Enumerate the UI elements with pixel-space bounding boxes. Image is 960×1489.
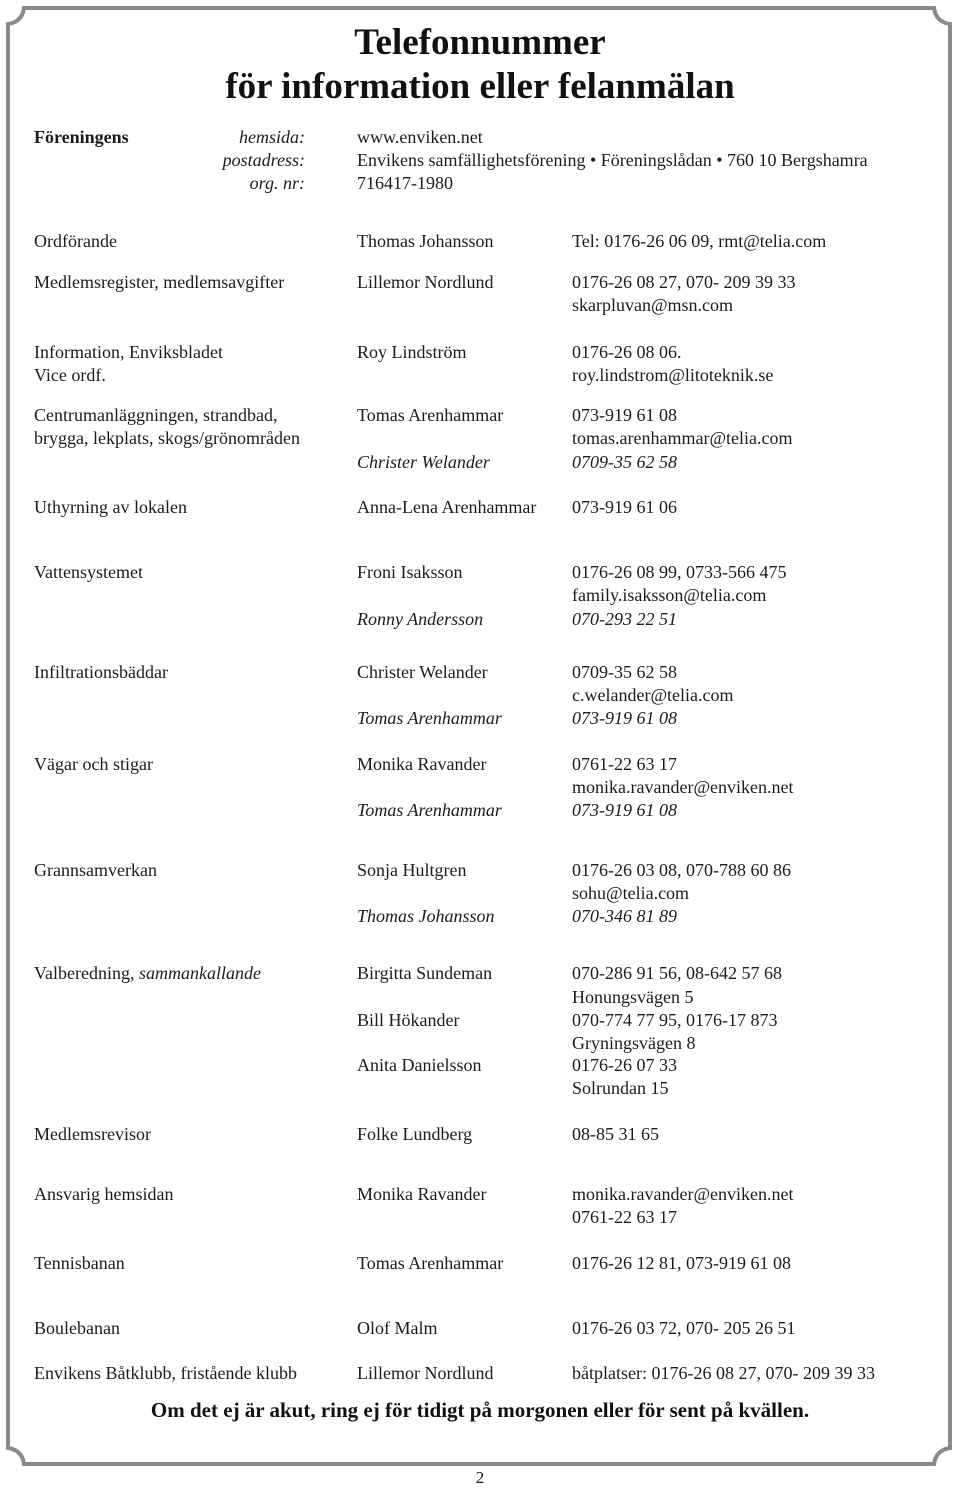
role: brygga, lekplats, skogs/grönområden	[34, 428, 300, 448]
footer-notice: Om det ej är akut, ring ej för tidigt på morgonen eller för sent på kvällen.	[150, 1398, 810, 1422]
person: Sonja Hultgren	[357, 860, 467, 880]
contact-row	[0, 1009, 960, 1032]
contact-row	[0, 1123, 960, 1146]
contact-row	[0, 859, 960, 882]
page-number: 2	[475, 1468, 485, 1487]
role: Tennisbanan	[34, 1253, 125, 1273]
person: Birgitta Sundeman	[357, 963, 493, 983]
title-line-1: Telefonnummer	[354, 22, 606, 63]
role: Vägar och stigar	[34, 754, 153, 774]
contact: 070-286 91 56, 08-642 57 68	[572, 963, 782, 983]
contact-row-deputy	[0, 905, 960, 928]
person: Thomas Johansson	[357, 906, 495, 926]
person: Folke Lundberg	[357, 1124, 473, 1144]
contact: 0176-26 12 81, 073-919 61 08	[572, 1253, 791, 1273]
person: Tomas Arenhammar	[357, 1253, 504, 1273]
contact-row	[0, 684, 960, 707]
contact: 0709-35 62 58	[572, 452, 677, 472]
hemsida-label: hemsida:	[239, 127, 305, 147]
page-frame	[6, 6, 952, 1466]
role: Ordförande	[34, 231, 117, 251]
role: Boulebanan	[34, 1318, 120, 1338]
contact-row	[0, 230, 960, 253]
role: Infiltrationsbäddar	[34, 662, 168, 682]
association-row-postadress	[0, 149, 960, 172]
email-link[interactable]: c.welander@telia.com	[572, 685, 734, 705]
contact-row	[0, 404, 960, 427]
contact-row-deputy	[0, 707, 960, 730]
role: Envikens Båtklubb, fristående klubb	[34, 1363, 297, 1383]
person: Monika Ravander	[357, 1184, 487, 1204]
postadress-label: postadress:	[222, 150, 305, 170]
contact-row	[0, 271, 960, 294]
email-link[interactable]: sohu@telia.com	[572, 883, 690, 903]
role: Centrumanläggningen, strandbad,	[34, 405, 278, 425]
role: Vattensystemet	[34, 562, 143, 582]
email-link[interactable]: tomas.arenhammar@telia.com	[572, 428, 793, 448]
association-row-hemsida	[0, 126, 960, 149]
email-link[interactable]: roy.lindstrom@litoteknik.se	[572, 365, 774, 385]
email-link[interactable]: monika.ravander@enviken.net	[572, 1184, 794, 1204]
contact-row	[0, 427, 960, 450]
person: Christer Welander	[357, 452, 490, 472]
address: Gryningsvägen 8	[572, 1033, 696, 1053]
contact-row	[0, 364, 960, 387]
person: Froni Isaksson	[357, 562, 463, 582]
contact: 070-346 81 89	[572, 906, 677, 926]
contact: 08-85 31 65	[572, 1124, 659, 1144]
contact: 073-919 61 08	[572, 405, 677, 425]
contact-row	[0, 1032, 960, 1055]
contact-row	[0, 753, 960, 776]
contact: 070-774 77 95, 0176-17 873	[572, 1010, 778, 1030]
role: Vice ordf.	[34, 365, 106, 385]
contact-row-deputy	[0, 451, 960, 474]
person: Christer Welander	[357, 662, 488, 682]
person: Lillemor Nordlund	[357, 1363, 494, 1383]
contact: 0709-35 62 58	[572, 662, 677, 682]
contact-row	[0, 1206, 960, 1229]
contact: 0761-22 63 17	[572, 1207, 677, 1227]
role-text: Valberedning,	[34, 963, 139, 983]
contact-row-deputy	[0, 799, 960, 822]
contact: 073-919 61 08	[572, 800, 677, 820]
person: Bill Hökander	[357, 1010, 460, 1030]
contact-row	[0, 776, 960, 799]
contact: 073-919 61 08	[572, 708, 677, 728]
address: Solrundan 15	[572, 1078, 669, 1098]
contact: 0176-26 08 27, 070- 209 39 33	[572, 272, 796, 292]
person: Lillemor Nordlund	[357, 272, 494, 292]
contact-row	[0, 1077, 960, 1100]
contact-row	[0, 584, 960, 607]
person: Thomas Johansson	[357, 231, 494, 251]
contact: Tel: 0176-26 06 09, rmt@telia.com	[572, 231, 827, 251]
association-name: Föreningens	[34, 127, 129, 147]
contact-row	[0, 341, 960, 364]
person: Olof Malm	[357, 1318, 438, 1338]
association-row-orgnr	[0, 172, 960, 195]
orgnr-label: org. nr:	[249, 173, 305, 193]
email-link[interactable]: monika.ravander@enviken.net	[572, 777, 794, 797]
person: Tomas Arenhammar	[357, 708, 502, 728]
contact-row	[0, 962, 960, 985]
role: Ansvarig hemsidan	[34, 1184, 174, 1204]
title-line-2: för information eller felanmälan	[225, 66, 735, 107]
contact-row	[0, 496, 960, 519]
hemsida-link[interactable]: www.enviken.net	[357, 127, 483, 147]
contact: 0176-26 07 33	[572, 1055, 677, 1075]
contact: 0176-26 03 08, 070-788 60 86	[572, 860, 791, 880]
contact: 073-919 61 06	[572, 497, 677, 517]
email-link[interactable]: family.isaksson@telia.com	[572, 585, 767, 605]
contact: 0176-26 08 99, 0733-566 475	[572, 562, 787, 582]
contact-row-deputy	[0, 608, 960, 631]
contact: 070-293 22 51	[572, 609, 677, 629]
contact: 0761-22 63 17	[572, 754, 677, 774]
postadress-value: Envikens samfällighetsförening • Föreningslådan • 760 10 Bergshamra	[357, 150, 868, 170]
contact-row	[0, 1252, 960, 1275]
contact: båtplatser: 0176-26 08 27, 070- 209 39 33	[572, 1363, 875, 1383]
role: Grannsamverkan	[34, 860, 157, 880]
contact-row	[0, 294, 960, 317]
person: Tomas Arenhammar	[357, 800, 502, 820]
contact-row	[0, 1362, 960, 1385]
role-italic: sammankallande	[138, 963, 261, 983]
person: Roy Lindström	[357, 342, 467, 362]
role	[34, 962, 261, 985]
person: Tomas Arenhammar	[357, 405, 504, 425]
address: Honungsvägen 5	[572, 987, 694, 1007]
person: Monika Ravander	[357, 754, 487, 774]
person: Ronny Andersson	[357, 609, 484, 629]
contact-row	[0, 986, 960, 1009]
contact-row	[0, 561, 960, 584]
contact-row	[0, 882, 960, 905]
orgnr-value: 716417-1980	[357, 173, 453, 193]
contact-row	[0, 661, 960, 684]
role: Information, Enviksbladet	[34, 342, 223, 362]
contact-row	[0, 1183, 960, 1206]
person: Anita Danielsson	[357, 1055, 482, 1075]
role: Medlemsrevisor	[34, 1124, 151, 1144]
email-link[interactable]: skarpluvan@msn.com	[572, 295, 734, 315]
role: Uthyrning av lokalen	[34, 497, 187, 517]
contact-row	[0, 1054, 960, 1077]
contact-row	[0, 1317, 960, 1340]
contact: 0176-26 03 72, 070- 205 26 51	[572, 1318, 796, 1338]
person: Anna-Lena Arenhammar	[357, 497, 537, 517]
contact: 0176-26 08 06.	[572, 342, 682, 362]
role: Medlemsregister, medlemsavgifter	[34, 272, 285, 292]
